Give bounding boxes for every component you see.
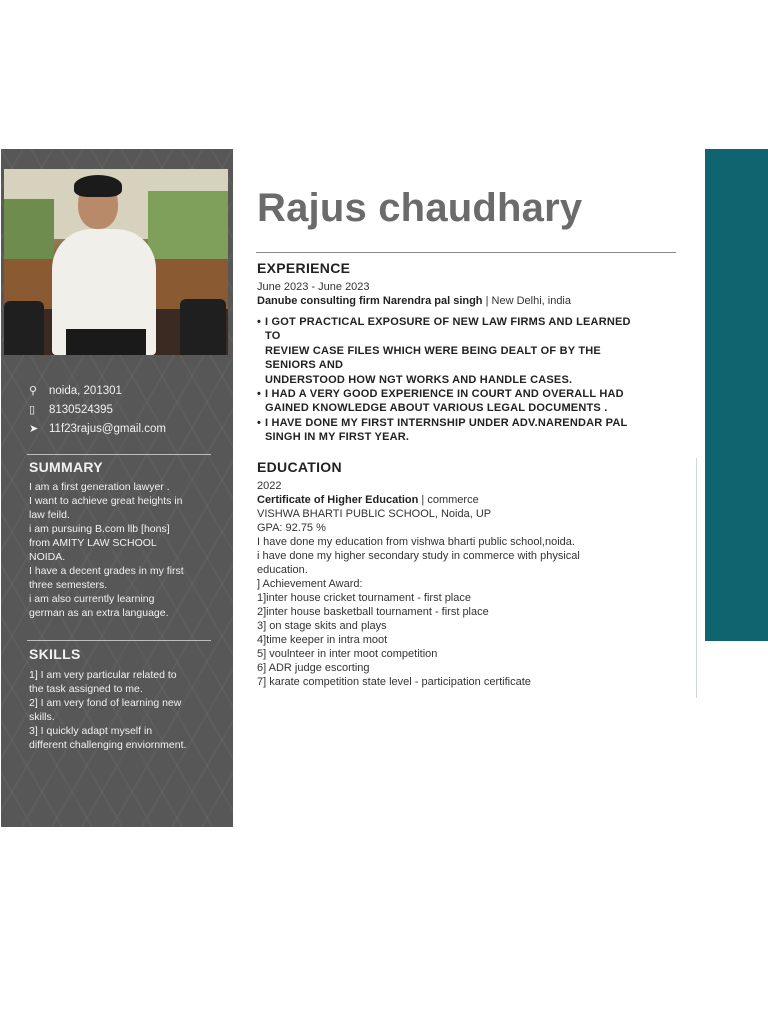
separator: | <box>418 494 428 506</box>
skills-text <box>29 668 215 752</box>
education-line: 6] ADR judge escorting <box>257 662 370 674</box>
contact-email <box>29 420 219 439</box>
bullet-line: TO <box>265 330 281 343</box>
divider <box>27 454 211 455</box>
experience-heading: EXPERIENCE <box>257 260 351 276</box>
map-pin-icon: ⚲ <box>29 385 38 397</box>
bullet-line: UNDERSTOOD HOW NGT WORKS AND HANDLE CASES. <box>265 373 573 386</box>
email-text: 11f23rajus@gmail.com <box>49 423 166 435</box>
education-line: 4]time keeper in intra moot <box>257 634 388 646</box>
experience-employer: Danube consulting firm Narendra pal singh <box>257 295 483 307</box>
bullet-line: I HAVE DONE MY FIRST INTERNSHIP UNDER ADV.NARENDAR PAL <box>265 416 628 429</box>
phone-text: 8130524395 <box>49 404 113 416</box>
list-item: • I HAD A VERY GOOD EXPERIENCE IN COURT AND OVERALL HAD GAINED KNOWLEDGE ABOUT VARIOUS LEGAL DOCUMENTS . <box>257 388 624 415</box>
bullet-line: REVIEW CASE FILES WHICH WERE BEING DEALT OF BY THE <box>265 344 601 357</box>
bullet-line: I GOT PRACTICAL EXPOSURE OF NEW LAW FIRMS AND LEARNED <box>265 316 631 328</box>
profile-photo <box>4 169 228 355</box>
skills-line: 3] I quickly adapt myself in <box>29 725 153 737</box>
bullet-line: GAINED KNOWLEDGE ABOUT VARIOUS LEGAL DOCUMENTS . <box>265 402 608 415</box>
education-school: VISHWA BHARTI PUBLIC SCHOOL, Noida, UP <box>257 508 492 520</box>
skills-line: 1] I am very particular related to <box>29 669 177 681</box>
education-line: 3] on stage skits and plays <box>257 620 387 632</box>
contact-phone <box>29 401 219 420</box>
summary-line: i am pursuing B.com llb [hons] <box>29 523 170 535</box>
experience-bullets <box>257 315 687 445</box>
contact-location <box>29 382 219 401</box>
summary-line: I have a decent grades in my first <box>29 565 184 577</box>
divider <box>696 458 697 698</box>
divider <box>256 252 676 253</box>
education-heading: EDUCATION <box>257 459 342 475</box>
page-title: Rajus chaudhary <box>257 186 583 230</box>
phone-icon: ▯ <box>29 404 36 416</box>
skills-line: different challenging enviornment. <box>29 739 187 751</box>
education-line: 7] karate competition state level - participation certificate <box>257 676 531 688</box>
skills-line: 2] I am very fond of learning new <box>29 697 182 709</box>
bullet-line: SENIORS AND <box>265 359 344 372</box>
list-item: • I HAVE DONE MY FIRST INTERNSHIP UNDER ADV.NARENDAR PAL SINGH IN MY FIRST YEAR. <box>257 416 628 444</box>
bullet-line: SINGH IN MY FIRST YEAR. <box>265 431 410 444</box>
summary-line: i am also currently learning <box>29 593 155 605</box>
accent-bar <box>705 149 768 641</box>
education-degree: Certificate of Higher Education <box>257 494 419 506</box>
summary-line: law feild. <box>29 509 70 521</box>
experience-meta <box>257 280 687 308</box>
education-body <box>257 479 687 689</box>
education-line: I have done my education from vishwa bharti public school,noida. <box>257 536 575 548</box>
list-item: • I GOT PRACTICAL EXPOSURE OF NEW LAW FIRMS AND LEARNED TO REVIEW CASE FILES WHICH WERE BEING DEALT OF BY THE SENIORS AND UNDERSTOOD HOW NGT WORKS AND HANDLE CASES. <box>257 316 631 386</box>
summary-heading: SUMMARY <box>29 459 103 475</box>
experience-employer-line <box>257 294 687 308</box>
skills-line: skills. <box>29 711 55 723</box>
experience-location: New Delhi, india <box>491 295 571 307</box>
send-icon: ➤ <box>29 423 39 435</box>
sidebar <box>1 149 233 827</box>
skills-line: the task assigned to me. <box>29 683 143 695</box>
summary-line: german as an extra language. <box>29 607 169 619</box>
contact-info <box>29 382 219 439</box>
summary-line: three semesters. <box>29 579 108 591</box>
education-year: 2022 <box>257 480 282 492</box>
separator: | <box>482 295 492 307</box>
education-field: commerce <box>427 494 479 506</box>
skills-heading: SKILLS <box>29 646 81 662</box>
education-line: 5] voulnteer in inter moot competition <box>257 648 438 660</box>
summary-line: NOIDA. <box>29 551 66 563</box>
location-text: noida, 201301 <box>49 385 122 397</box>
education-line: education. <box>257 564 308 576</box>
experience-dates: June 2023 - June 2023 <box>257 281 370 293</box>
summary-line: I want to achieve great heights in <box>29 495 183 507</box>
bullet-line: I HAD A VERY GOOD EXPERIENCE IN COURT AND OVERALL HAD <box>265 388 624 401</box>
education-degree-line <box>257 493 687 507</box>
summary-line: from AMITY LAW SCHOOL <box>29 537 157 549</box>
education-gpa: GPA: 92.75 % <box>257 522 326 534</box>
education-line: 1]inter house cricket tournament - first place <box>257 592 471 604</box>
education-line: 2]inter house basketball tournament - first place <box>257 606 489 618</box>
divider <box>27 640 211 641</box>
summary-line: I am a first generation lawyer . <box>29 481 170 493</box>
education-line: i have done my higher secondary study in commerce with physical <box>257 550 580 562</box>
summary-text <box>29 480 215 620</box>
education-line: ] Achievement Award: <box>257 578 363 590</box>
